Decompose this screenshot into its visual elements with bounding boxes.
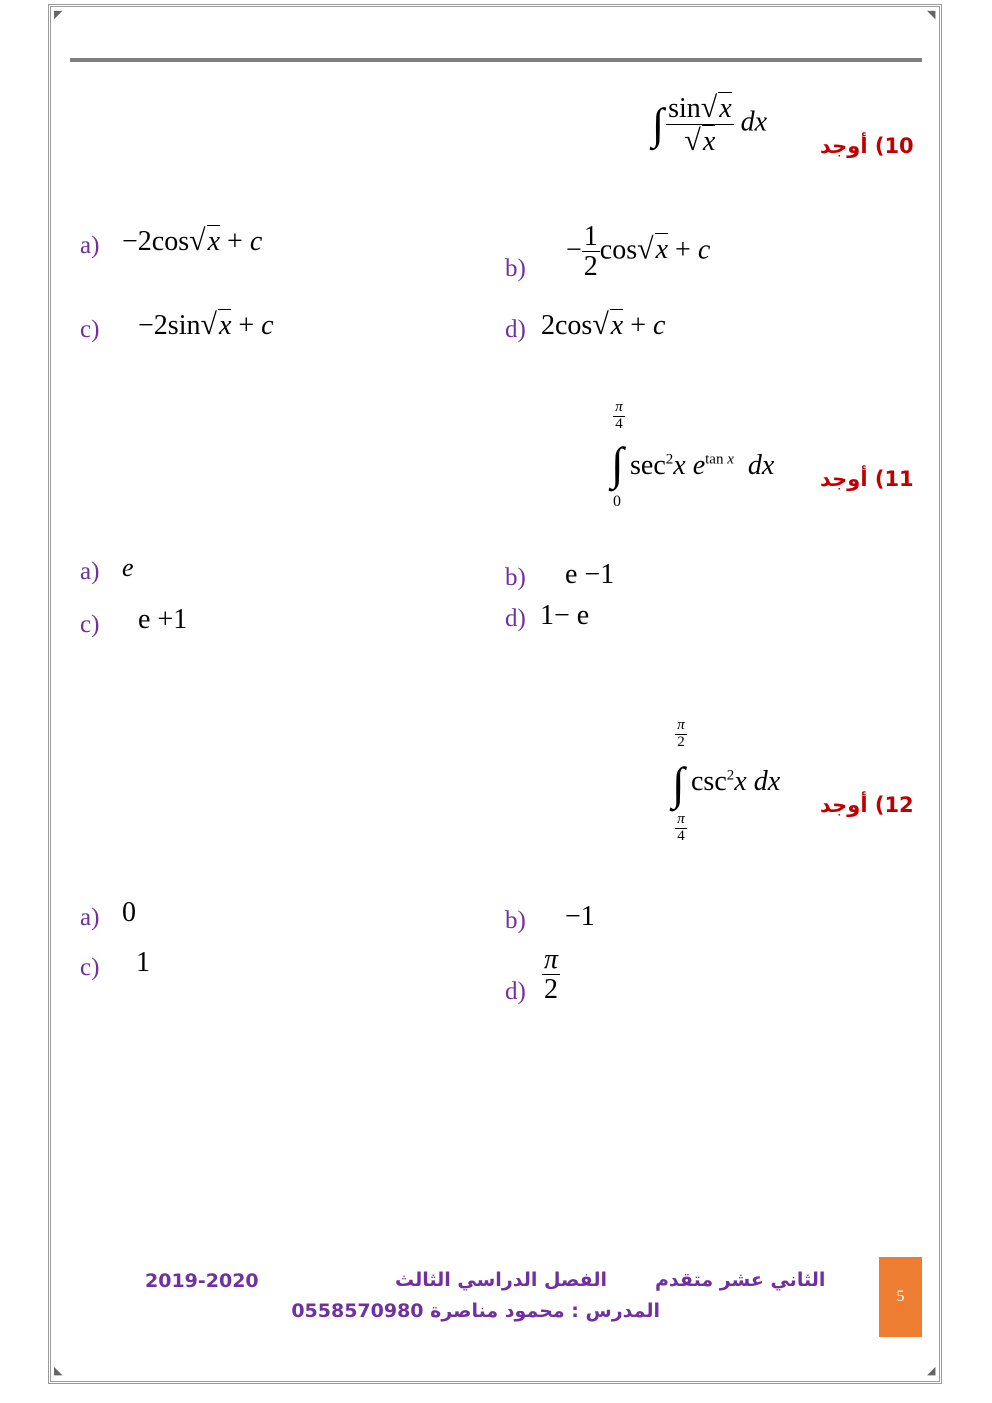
corner-mark-top-left: ◤ — [54, 8, 63, 21]
page-number: 5 — [896, 1288, 905, 1305]
q11-option-a-expr: e — [122, 553, 134, 582]
q10-option-d-expr: 2cos√x + c — [541, 308, 666, 341]
q12-lower-limit: $\frac{\pi}{4}$ — [677, 811, 685, 844]
page-border — [48, 4, 942, 1384]
q10-option-a-letter: a) — [80, 232, 100, 259]
footer-year: 2019-2020 — [145, 1270, 259, 1292]
q10-option-d-letter: d) — [505, 316, 526, 343]
q11-integral-sign: ∫ — [611, 438, 624, 489]
q12-option-d-letter: d) — [505, 978, 526, 1005]
page-number-badge — [879, 1257, 922, 1337]
q12-upper-limit: $\frac{\pi}{2}$ — [677, 717, 685, 750]
q11-option-d-letter: d) — [505, 605, 526, 632]
q12-integral-sign: ∫ — [672, 758, 685, 809]
q12-option-a-expr: 0 — [122, 897, 136, 928]
corner-mark-top-right: ◥ — [927, 8, 936, 21]
q11-option-c-expr: e +1 — [138, 604, 188, 635]
q11-option-c-letter: c) — [80, 611, 100, 638]
q11-upper-limit: $\frac{\pi}{4}$ — [615, 399, 623, 432]
q12-option-a-letter: a) — [80, 904, 100, 931]
header-rule — [70, 58, 922, 62]
q12-option-c-expr: 1 — [136, 947, 150, 978]
q11-lower-limit: 0 — [613, 493, 621, 510]
question-12-label: 12) أوجد — [820, 793, 914, 817]
q12-option-b-expr: −1 — [565, 901, 595, 932]
q11-option-b-expr: e −1 — [565, 559, 615, 590]
q12-option-b-letter: b) — [505, 907, 526, 934]
q12-option-d-expr: $\frac{\pi}{2}$ — [544, 944, 559, 1006]
q12-option-c-letter: c) — [80, 954, 100, 981]
footer-term: الفصل الدراسي الثالث — [395, 1269, 607, 1291]
q10-option-a-expr: −2cos√x + c — [122, 224, 263, 257]
question-11-label: 11) أوجد — [820, 467, 914, 491]
corner-mark-bottom-left: ◣ — [54, 1364, 63, 1377]
footer-teacher: المدرس : محمود مناصرة 0558570980 — [291, 1300, 660, 1322]
q12-integrand: $\csc^2x$ dx — [691, 766, 781, 797]
q11-integrand: $\sec^2x$ $e^{tan x}$ dx — [630, 450, 775, 481]
question-10-integral: ∫ $\frac{\sin√x}{√x}$ dx — [652, 91, 768, 157]
footer-grade: الثاني عشر متقدم — [655, 1269, 826, 1291]
question-10-label: 10) أوجد — [820, 134, 914, 158]
q11-option-d-expr: 1− e — [540, 600, 590, 631]
q11-option-a-letter: a) — [80, 558, 100, 585]
corner-mark-bottom-right: ◢ — [927, 1364, 936, 1377]
q11-option-b-letter: b) — [505, 564, 526, 591]
q10-option-b-expr: − $\frac{1}{2}$ cos√x + c — [566, 221, 711, 283]
q10-option-c-letter: c) — [80, 316, 100, 343]
q10-option-b-letter: b) — [505, 255, 526, 282]
q10-option-c-expr: −2sin√x + c — [138, 308, 274, 341]
